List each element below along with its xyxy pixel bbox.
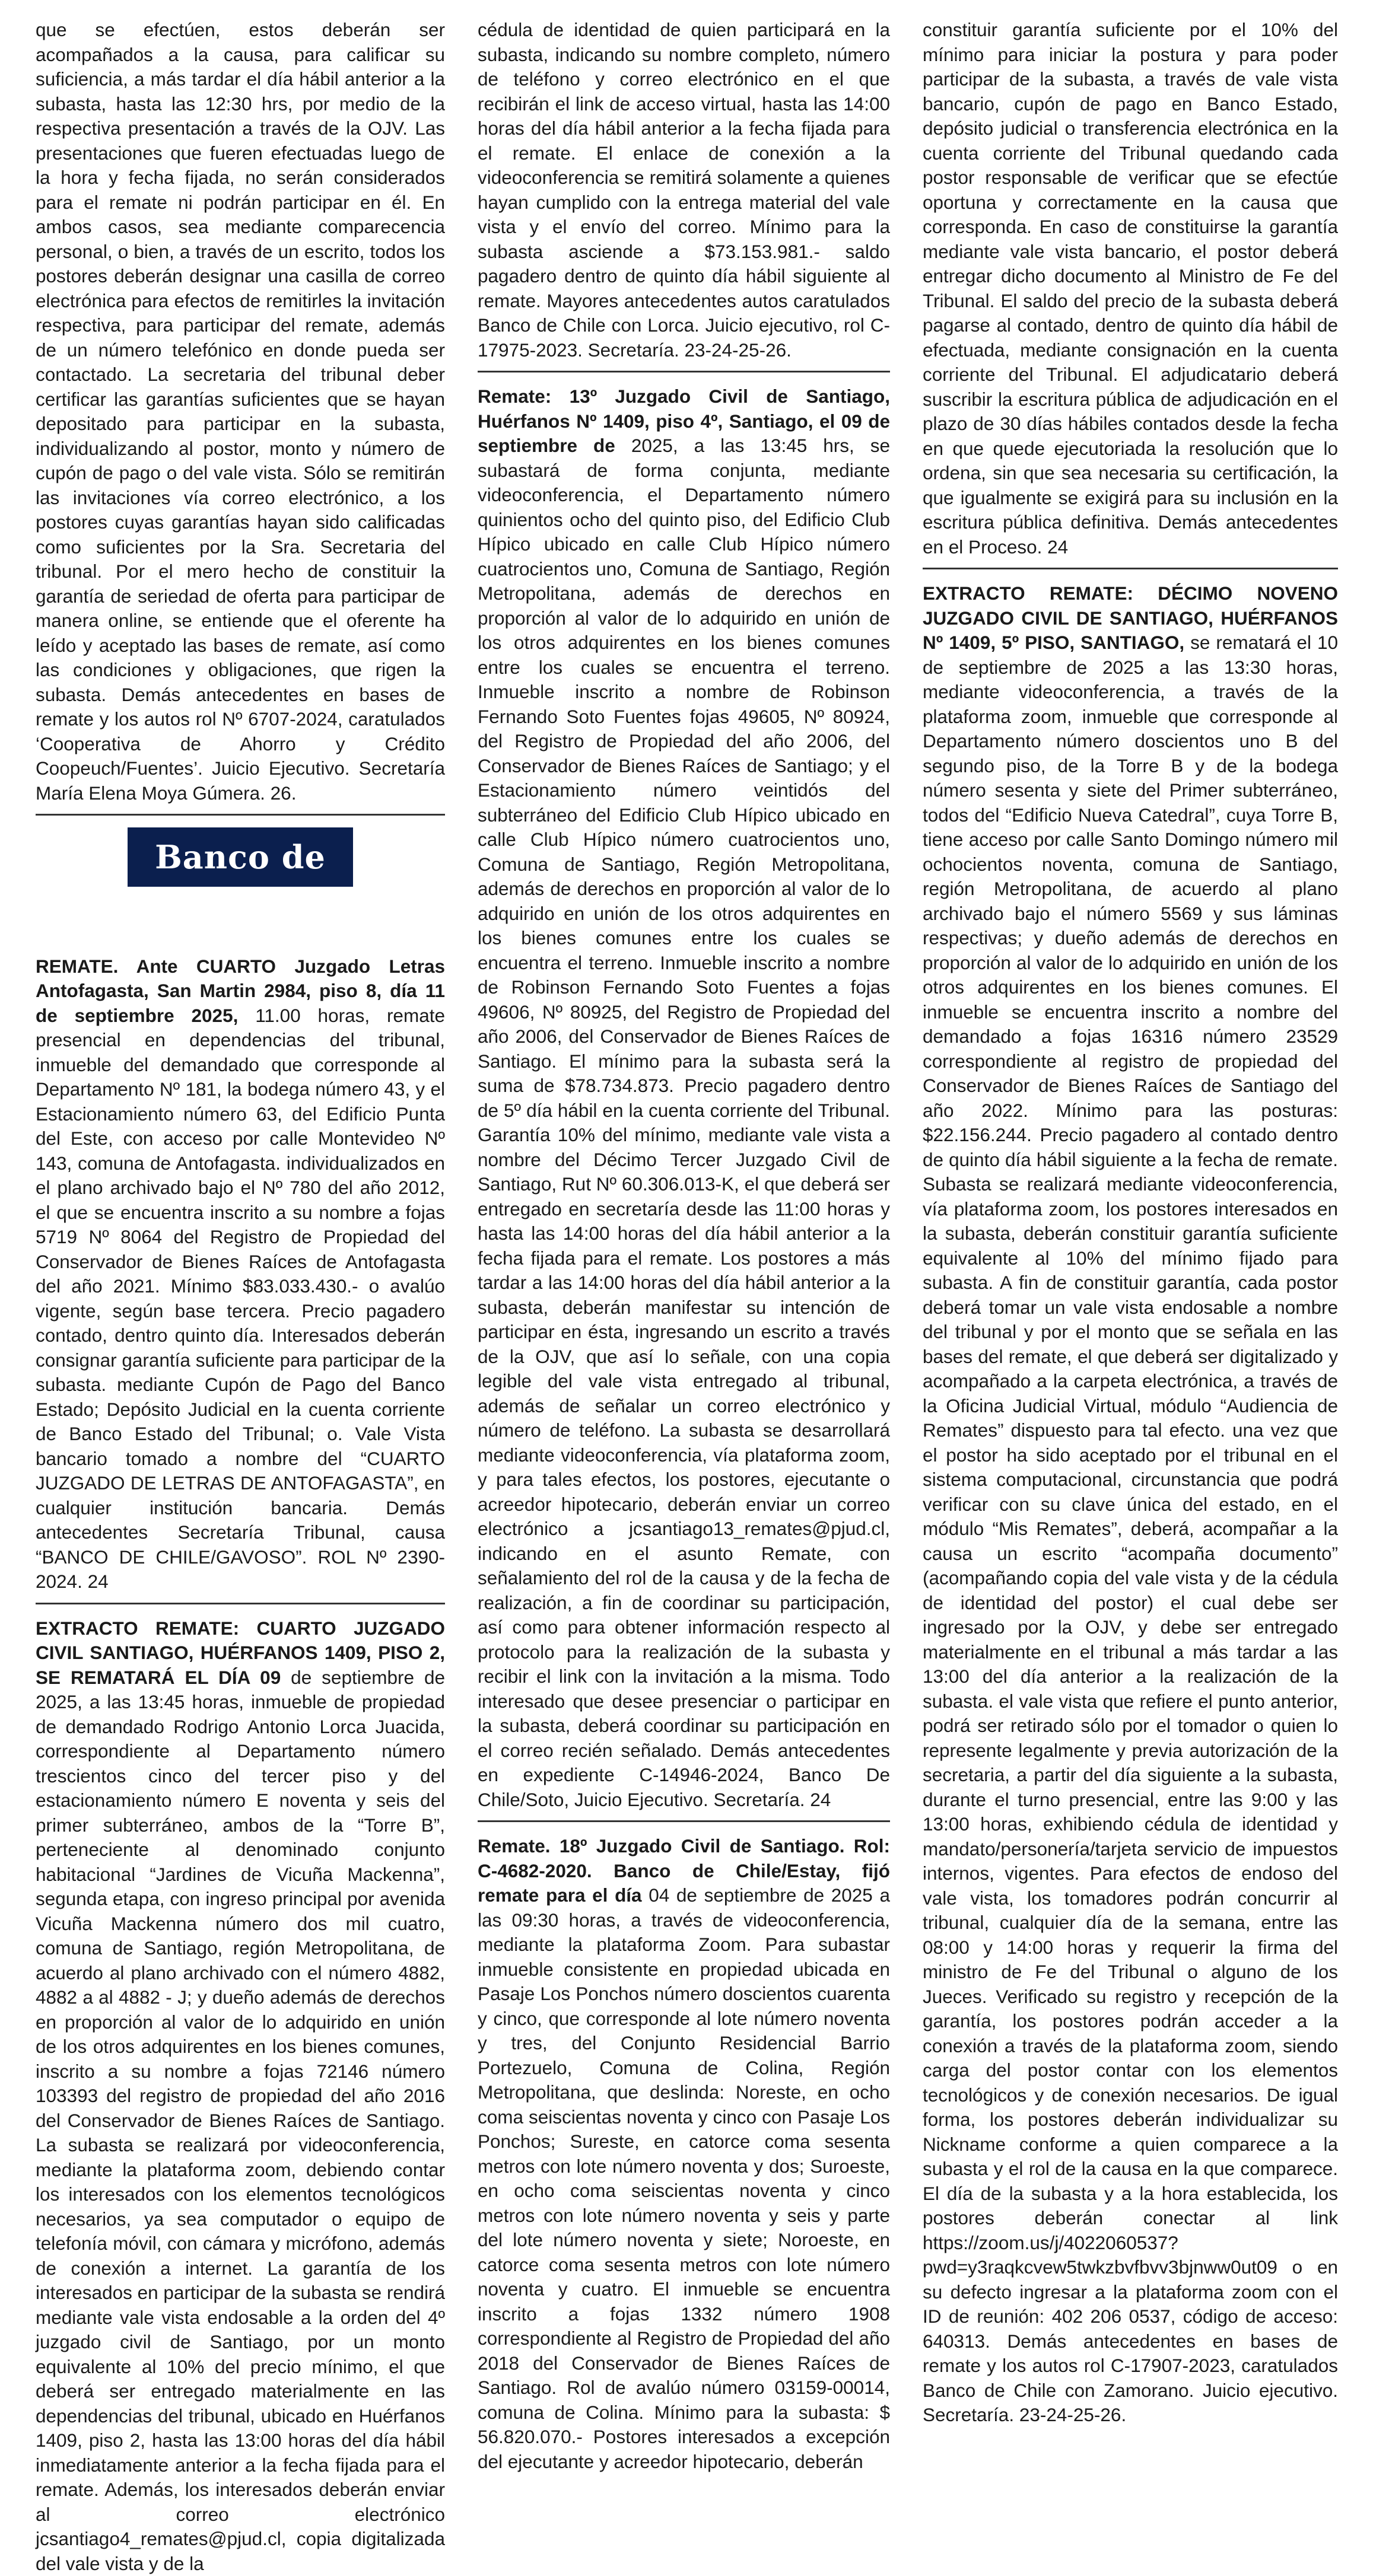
notice-body: de septiembre de 2025, a las 13:45 horas, inmueble de propiedad de demandado Rodrigo Antonio Lorca Juacida, correspondiente al Departamento número trescientos cinco del tercer piso y del estacionamiento número E noventa y seis del primer subterráneo, ambos de la “Torre B”, perteneciente al denominado conjunto habitacional “Jardines de Vicuña Mackenna”, segunda etapa, con ingreso principal por avenida Vicuña Mackenna número dos mil cuatro, comuna de Santiago, región Metropolitana, de acuerdo al plano archivado con el número 4882, 4882 a al 4882 - J; y dueño además de derechos en proporción al valor de lo adquirido en unión de los otros adquirentes en los bienes comunes, inscrito a su nombre a fojas 72146 número 103393 del registro de propiedad del año 2016 del Conservador de Bienes Raíces de Santiago. La subasta se realizará por videoconferencia, mediante la plataforma zoom, debiendo contar los interesados con los elementos tecnológicos necesarios, ya sea computador o equipo de telefonía móvil, con cámara y micrófono, además de conexión a internet. La garantía de los interesados en participar de la subasta se rendirá mediante vale vista endosable a la orden del 4º juzgado civil de Santiago, por un monto equivalente al 10% del precio mínimo, el que deberá ser entregado materialmente en las dependencias del tribunal, ubicado en Huérfanos 1409, piso 2, hasta las 13:00 horas del día hábil inmediatamente anterior a la fecha fijada para el remate. Además, los interesados deberán enviar al correo electrónico jcsantiago4_remates@pjud.cl, copia digitalizada del vale vista y de la (36, 1667, 445, 2574)
divider (923, 568, 1338, 569)
notice-body: 2025, a las 13:45 hrs, se subastará de forma conjunta, mediante videoconferencia, el Departamento número quinientos ocho del quinto piso, del Edificio Club Hípico ubicado en calle Club Hípico número cuatrocientos uno, Comuna de Santiago, Región Metropolitana, además de derechos en proporción al valor de lo adquirido en unión de los otros adquirentes en los bienes comunes entre los cuales se encuentra el terreno. Inmueble inscrito a nombre de Robinson Fernando Soto Fuentes fojas 49605, Nº 80924, del Registro de Propiedad del año 2006, del Conservador de Bienes Raíces de Santiago; y el Estacionamiento número veintidós del subterráneo del Edificio Club Hípico ubicado en calle Club Hípico número cuatrocientos uno, Comuna de Santiago, Región Metropolitana, además de derechos en proporción al valor de lo adquirido en unión de los otros adquirentes en los bienes comunes entre los cuales se encuentra el terreno. Inmueble inscrito a nombre de Robinson Fernando Soto Fuentes a fojas 49606, Nº 80925, del Registro de Propiedad del año 2006, del Conservador de Bienes Raíces de Santiago. El mínimo para la subasta será la suma de $78.734.873. Precio pagadero dentro de 5º día hábil en la cuenta corriente del Tribunal. Garantía 10% del mínimo, mediante vale vista a nombre del Décimo Tercer Juzgado Civil de Santiago, Rut Nº 60.306.013-K, el que deberá ser entregado en secretaría desde las 11:00 horas y hasta las 14:00 horas del día hábil anterior a la fecha fijada para el remate. Los postores a más tardar a las 14:00 horas del día hábil anterior a la subasta, deberán manifestar su intención de participar en ésta, ingresando un escrito a través de la OJV, que así lo señale, con una copia legible del vale vista entregado al tribunal, además de señalar un correo electrónico y número de teléfono. La subasta se desarrollará mediante videoconferencia, vía plataforma zoom, y para tales efectos, los postores, ejecutante o acreedor hipotecario, deberán enviar un correo electrónico a jcsantiago13_remates@pjud.cl, indicando en el asunto Remate, con señalamiento del rol de la causa y de la fecha de realización, a fin de coordinar su participación, así como para obtener información respecto al protocolo para la realización de la subasta y recibir el link con la invitación a la misma. Todo interesado que desee presenciar o participar en la subasta, deberá coordinar su participación en el correo recién señalado. Demás antecedentes en expediente C-14946-2024, Banco De Chile/Soto, Juicio Ejecutivo. Secretaría. 24 (478, 435, 890, 1810)
divider (36, 814, 445, 816)
notice-heading: EXTRACTO REMATE: CUARTO JUZGADO CIVIL SANTIAGO, HUÉRFANOS 1409, PISO 2, SE REMATARÁ EL DÍA 09 (36, 1617, 445, 1688)
notice-19-juzgado (923, 581, 1338, 2428)
newspaper-page (36, 18, 1341, 1904)
notice-estay-continuation: constituir garantía suficiente por el 10% del mínimo para iniciar la postura y para poder participar de la subasta, a través de vale vista bancario, cupón de pago en Banco Estado, depósito judicial o transferencia electrónica en la cuenta corriente del Tribunal quedando cada postor responsable de verificar que se efectúe oportuna y correctamente en la causa que corresponda. En caso de constituirse la garantía mediante vale vista bancario, el postor deberá entregar dicho documento al Ministro de Fe del Tribunal. El saldo del precio de la subasta deberá pagarse al contado, dentro de quinto día hábil de efectuada, mediante consignación en la cuenta corriente del Tribunal. El adjudicatario deberá suscribir la escritura pública de adjudicación en el plazo de 30 días hábiles contados desde la fecha en que quede ejecutoriada la resolución que lo ordena, sin que sea necesaria su certificación, la que igualmente se exigirá para su inclusión en la escritura pública definitiva. Demás antecedentes en el Proceso. 24 (923, 18, 1338, 559)
column-3 (923, 18, 1338, 1904)
notice-lorca-continuation: cédula de identidad de quien participará en la subasta, indicando su nombre completo, número de teléfono y correo electrónico en el que recibirán el link de acceso virtual, hasta las 14:00 horas del día hábil anterior a la fecha fijada para el remate. El enlace de conexión a la videoconferencia se remitirá solamente a quienes hayan cumplido con la entrega material del vale vista y el envío del correo. Mínimo para la subasta asciende a $73.153.981.- saldo pagadero dentro de quinto día hábil siguiente al remate. Mayores antecedentes autos caratulados Banco de Chile con Lorca. Juicio ejecutivo, rol C-17975-2023. Secretaría. 23-24-25-26. (478, 18, 890, 362)
notice-body: 04 de septiembre de 2025 a las 09:30 horas, a través de videoconferencia, mediante la plataforma Zoom. Para subastar inmueble consistente en propiedad ubicada en Pasaje Los Ponchos número doscientos cuarenta y cinco, que corresponde al lote número noventa y tres, del Conjunto Residencial Barrio Portezuelo, Comuna de Colina, Región Metropolitana, que deslinda: Noreste, en ocho coma seiscientas noventa y cinco con Pasaje Los Ponchos; Sureste, en catorce coma sesenta metros con lote número noventa y dos; Suroeste, en ocho coma seiscientas noventa y cinco metros con lote número noventa y seis y parte del lote número noventa y siete; Noroeste, en catorce coma sesenta metros con lote número noventa y cuatro. El inmueble se encuentra inscrito a fojas 1332 número 1908 correspondiente al Registro de Propiedad del año 2018 del Conservador de Bienes Raíces de Santiago. Rol de avalúo número 03159-00014, comuna de Colina. Mínimo para la subasta: $ 56.820.070.- Postores interesados a excepción del ejecutante y acreedor hipotecario, deberán (478, 1884, 890, 2472)
column-2 (478, 18, 890, 1904)
notice-heading: Remate. 18º Juzgado Civil de Santiago. Rol: C-4682-2020. Banco de Chile/Estay, fijó remate para el día (478, 1835, 890, 1906)
notice-body: 11.00 horas, remate presencial en dependencias del tribunal, inmueble del demandado que corresponde al Departamento Nº 181, la bodega número 43, y el Estacionamiento número 63, del Edificio Punta del Este, con acceso por calle Montevideo Nº 143, comuna de Antofagasta. individualizados en el plano archivado bajo el Nº 780 del año 2012, el que se encuentra inscrito a su nombre a fojas 5719 Nº 8064 del Registro de Propiedad del Conservador de Bienes Raíces de Antofagasta del año 2021. Mínimo $83.033.430.- o avalúo vigente, según base tercera. Precio pagadero contado, dentro quinto día. Interesados deberán consignar garantía suficiente para participar de la subasta. mediante Cupón de Pago del Banco Estado; Depósito Judicial en la cuenta corriente de Banco Estado del Tribunal; o. Vale Vista bancario tomado a nombre del “CUARTO JUZGADO DE LETRAS DE ANTOFAGASTA”, en cualquier institución bancaria. Demás antecedentes Secretaría Tribunal, causa “BANCO DE CHILE/GAVOSO”. ROL Nº 2390-2024. 24 (36, 1005, 445, 1593)
notice-body: se rematará el 10 de septiembre de 2025 a las 13:30 horas, mediante videoconferencia, a través de la plataforma zoom, inmueble que corresponde al Departamento número doscientos uno B del segundo piso, de la Torre B y de la bodega número sesenta y siete del Primer subterráneo, todos del “Edificio Nueva Catedral”, cuya Torre B, tiene acceso por calle Santo Domingo número mil ochocientos noventa, comuna de Santiago, región Metropolitana, de acuerdo al plano archivado bajo el número 5569 y sus láminas respectivas; y dueño además de derechos en proporción al valor de lo adquirido en unión de los otros adquirentes en los bienes comunes. El inmueble se encuentra inscrito a nombre del demandado a fojas 16316 número 23529 correspondiente al registro de propiedad del Conservador de Bienes Raíces de Santiago del año 2022. Mínimo para las posturas: $22.156.244. Precio pagadero al contado dentro de quinto día hábil siguiente a la fecha de remate. Subasta se realizará mediante videoconferencia, vía plataforma zoom, los postores interesados en la subasta, deberán constituir garantía suficiente equivalente al 10% del mínimo fijado para subasta. A fin de constituir garantía, cada postor deberá tomar un vale vista endosable a nombre del tribunal y por el monto que se señala en las bases del remate, el que deberá ser digitalizado y acompañado a la carpeta electrónica, a través de la Oficina Judicial Virtual, módulo “Audiencia de Remates” dispuesto para tal efecto. una vez que el postor ha sido aceptado por el tribunal en el sistema computacional, circunstancia que podrá verificar con su clave única del estado, en el módulo “Mis Remates”, deberá, acompañar a la causa un escrito “acompaña documento” (acompañando copia del vale vista y de la cédula de identidad del postor) el cual debe ser ingresado por la OJV, y debe ser entregado materialmente en el tribunal a más tardar a las 13:00 del día anterior a la realización de la subasta. el vale vista que refiere el punto anterior, podrá ser retirado sólo por el tomador o quien lo represente legalmente y previa autorización de la secretaria, a partir del día siguiente a la subasta, durante el turno presencial, entre las 9:00 y las 13:00 horas, exhibiendo cédula de identidad y mandato/personería/tarjeta servicio de impuestos internos, vigentes. Para efectos de endoso del vale vista, los tomadores podrán concurrir al tribunal, cualquier día de la semana, entre las 08:00 y 14:00 horas y requerir la firma del ministro de Fe del Tribunal o alguno de los Jueces. Verificado su registro y recepción de la garantía, los postores podrán acceder a la conexión a través de la plataforma zoom, siendo carga del postor contar con los elementos tecnológicos y de conexión necesarios. De igual forma, los postores deberán individualizar su Nickname conforme a quien comparece a la subasta y el rol de la causa en la que comparece. El día de la subasta y a la hora establecida, los postores deberán conectar al link https://zoom.us/j/4022060537?pwd=y3raqkcvew5twkzbvfbvv3bjnww0ut09 o en su defecto ingresar a la plataforma zoom con el ID de reunión: 402 206 0537, código de acceso: 640313. Demás antecedentes en bases de remate y los autos rol C-17907-2023, caratulados Banco de Chile con Zamorano. Juicio ejecutivo. Secretaría. 23-24-25-26. (923, 632, 1338, 2425)
notice-heading: REMATE. Ante CUARTO Juzgado Letras Antofagasta, San Martin 2984, piso 8, día 11 de septiembre 2025, (36, 956, 445, 1026)
banco-de-chile-logo (36, 827, 445, 934)
column-1 (36, 18, 445, 1904)
divider (478, 371, 890, 372)
notice-coopeuch-continuation: que se efectúen, estos deberán ser acompañados a la causa, para calificar su suficiencia, a más tardar el día hábil anterior a la subasta, hasta las 12:30 hrs, por medio de la respectiva presentación a través de la OJV. Las presentaciones que fueren efectuadas luego de la hora y fecha fijada, no serán considerados para el remate ni podrán participar en él. En ambos casos, sea mediante comparecencia personal, o bien, a través de un escrito, todos los postores deberán designar una casilla de correo electrónica para efectos de remitirles la invitación respectiva, para participar del remate, además de un número telefónico en donde pueda ser contactado. La secretaria del tribunal deber certificar las garantías suficientes que se hayan depositado para participar en la subasta, individualizando al postor, monto y número de cupón de pago o del vale vista. Sólo se remitirán las invitaciones vía correo electrónico, a los postores cuyas garantías hayan sido calificadas como suficientes por la Sra. Secretaria del tribunal. Por el mero hecho de constituir la garantía de seriedad de oferta para participar de manera online, se entiende que el oferente ha leído y aceptado las bases de remate, así como las condiciones y obligaciones, que rigen la subasta. Demás antecedentes en bases de remate y los autos rol Nº 6707-2024, caratulados ‘Cooperativa de Ahorro y Crédito Coopeuch/Fuentes’. Juicio Ejecutivo. Secretaría María Elena Moya Gúmera. 26. (36, 18, 445, 805)
notice-antofagasta (36, 954, 445, 1594)
divider (36, 1603, 445, 1604)
divider (478, 1820, 890, 1822)
notice-13-juzgado (478, 384, 890, 1812)
notice-heading: EXTRACTO REMATE: DÉCIMO NOVENO JUZGADO CIVIL DE SANTIAGO, HUÉRFANOS Nº 1409, 5º PISO, SANTIAGO, (923, 582, 1338, 653)
logo-text: Banco de Chile (128, 827, 353, 887)
notice-18-juzgado (478, 1834, 890, 2474)
notice-cuarto-juzgado-civil (36, 1616, 445, 2576)
notice-heading: Remate: 13º Juzgado Civil de Santiago, Huérfanos Nº 1409, piso 4º, Santiago, el 09 de septiembre de (478, 386, 890, 456)
